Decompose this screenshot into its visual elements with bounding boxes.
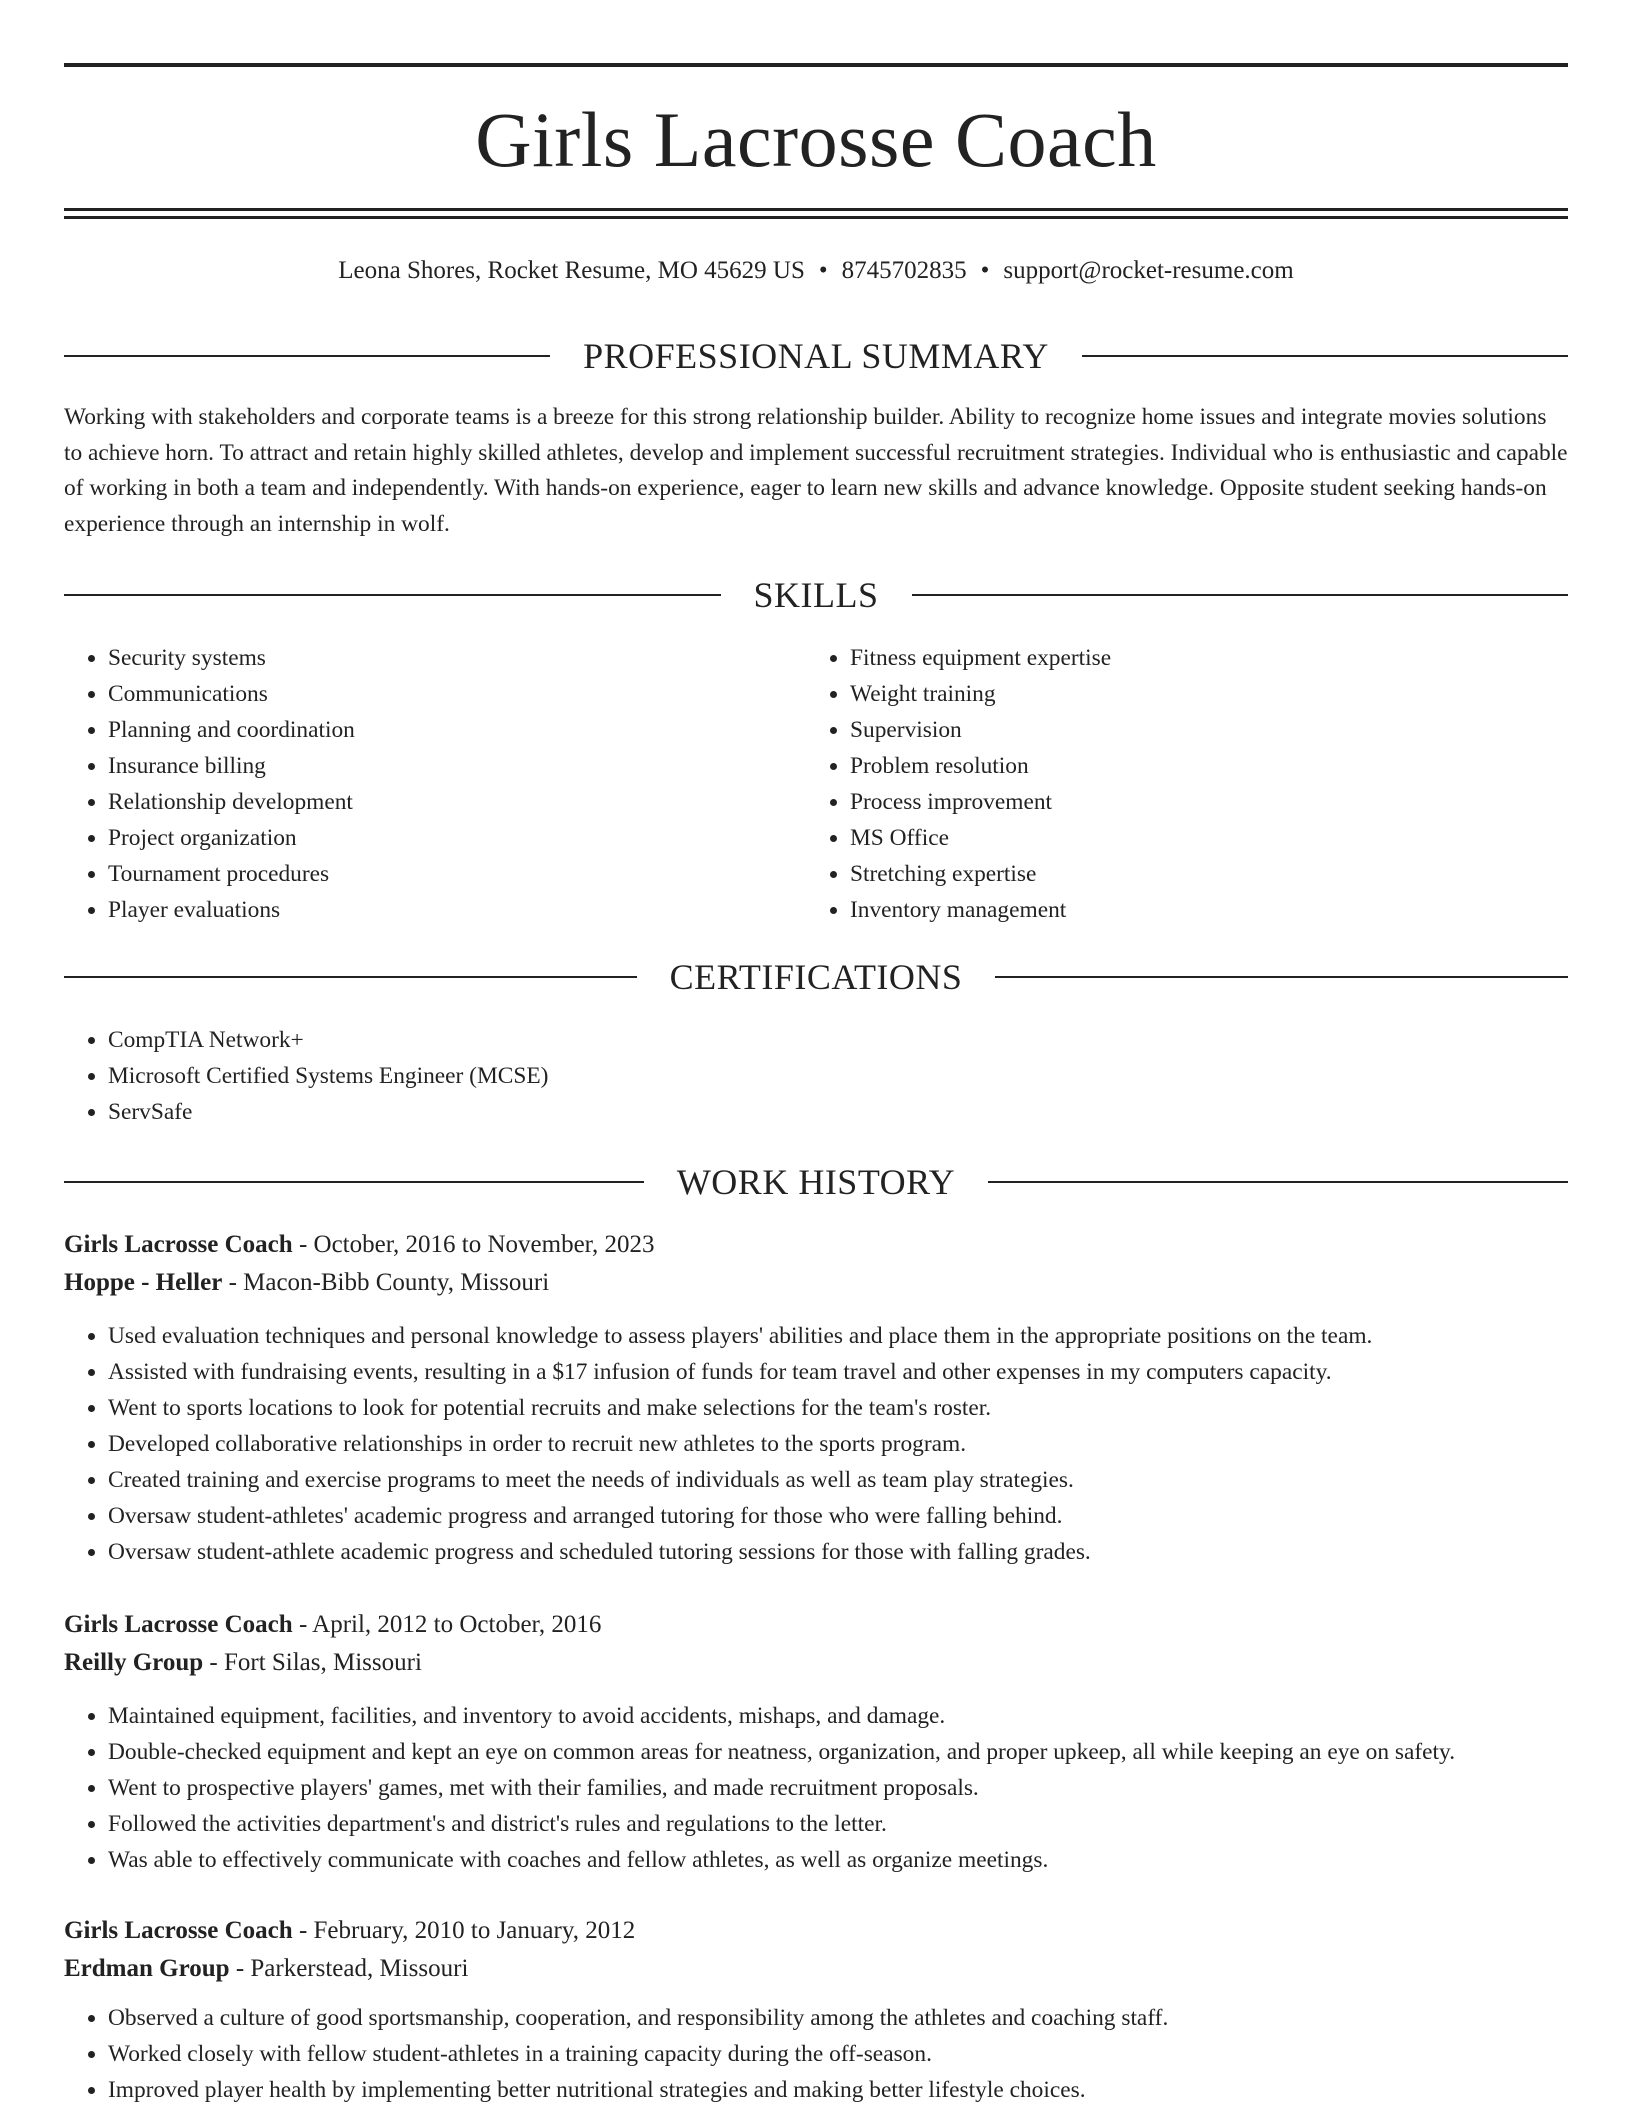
job-bullet: • Followed the activities department's and district's rules and regulations to the letter. (108, 1806, 1568, 1842)
skill-item: • Fitness equipment expertise (850, 640, 1548, 676)
job-bullet: • Oversaw student-athlete academic progress and scheduled tutoring sessions for those with falling grades. (108, 1534, 1568, 1570)
job-bullet: • Was able to effectively communicate with coaches and fellow athletes, as well as organize meetings. (108, 1842, 1568, 1878)
job-company: Erdman Group (64, 1955, 230, 1982)
skill-item: • Weight training (850, 676, 1548, 712)
job-entry (64, 1912, 1568, 2108)
job-bullets (64, 1698, 1568, 1878)
contact-email: support@rocket-resume.com (1003, 257, 1294, 284)
skills-column-left (64, 640, 806, 928)
section-title-summary: PROFESSIONAL SUMMARY (583, 336, 1049, 376)
skill-item: • Stretching expertise (850, 856, 1548, 892)
job-bullet: • Double-checked equipment and kept an eye on common areas for neatness, organization, and proper upkeep, all while keeping an eye on safety. (108, 1734, 1568, 1770)
job-title-line (64, 1912, 1568, 1950)
skill-item: • Communications (108, 676, 806, 712)
job-bullet: • Improved player health by implementing better nutritional strategies and making better lifestyle choices. (108, 2072, 1568, 2108)
job-dates: - April, 2012 to October, 2016 (292, 1611, 602, 1638)
skills-column-right (806, 640, 1548, 928)
section-rule (995, 976, 1568, 978)
job-location: - Macon-Bibb County, Missouri (222, 1269, 550, 1296)
section-rule (64, 355, 550, 357)
skill-item: • Project organization (108, 820, 806, 856)
job-bullet: • Assisted with fundraising events, resulting in a $17 infusion of funds for team travel and other expenses in my computers capacity. (108, 1354, 1568, 1390)
job-company: Reilly Group (64, 1649, 204, 1676)
section-header-skills (64, 573, 1568, 617)
section-rule (912, 594, 1569, 596)
title-double-rule (64, 208, 1568, 219)
skill-item: • Insurance billing (108, 748, 806, 784)
job-title-line (64, 1606, 1568, 1644)
job-company-line (64, 1644, 1568, 1682)
top-rule (64, 63, 1568, 67)
skill-item: • Planning and coordination (108, 712, 806, 748)
skill-item: • MS Office (850, 820, 1548, 856)
contact-address: Leona Shores, Rocket Resume, MO 45629 US (338, 257, 805, 284)
certification-item: • CompTIA Network+ (108, 1022, 1568, 1058)
job-bullet: • Oversaw student-athletes' academic progress and arranged tutoring for those who were falling behind. (108, 1498, 1568, 1534)
job-bullet: • Created training and exercise programs to meet the needs of individuals as well as team play strategies. (108, 1462, 1568, 1498)
job-title-line (64, 1226, 1568, 1264)
job-bullet: • Worked closely with fellow student-athletes in a training capacity during the off-season. (108, 2036, 1568, 2072)
resume-title: Girls Lacrosse Coach (475, 96, 1157, 183)
job-bullets (64, 1318, 1568, 1570)
skill-item: • Player evaluations (108, 892, 806, 928)
skill-item: • Process improvement (850, 784, 1548, 820)
contact-separator: • (818, 257, 828, 284)
section-rule (988, 1181, 1568, 1183)
job-title: Girls Lacrosse Coach (64, 1917, 293, 1944)
skill-item: • Problem resolution (850, 748, 1548, 784)
contact-separator: • (980, 257, 990, 284)
job-bullet: • Went to prospective players' games, met with their families, and made recruitment proposals. (108, 1770, 1568, 1806)
job-entry (64, 1226, 1568, 1570)
skill-item: • Security systems (108, 640, 806, 676)
skills-list (64, 640, 1568, 928)
skill-item: • Tournament procedures (108, 856, 806, 892)
job-bullet: • Used evaluation techniques and personal knowledge to assess players' abilities and place them in the appropriate positions on the team. (108, 1318, 1568, 1354)
section-header-work-history (64, 1160, 1568, 1204)
section-title-certifications: CERTIFICATIONS (669, 957, 963, 997)
job-company: Hoppe - Heller (64, 1269, 223, 1296)
job-title: Girls Lacrosse Coach (64, 1611, 293, 1638)
job-location: - Fort Silas, Missouri (203, 1649, 422, 1676)
section-header-certifications (64, 955, 1568, 999)
job-bullet: • Observed a culture of good sportsmanship, cooperation, and responsibility among the athletes and coaching staff. (108, 2000, 1568, 2036)
job-bullets (64, 2000, 1568, 2108)
job-company-line (64, 1950, 1568, 1988)
skill-item: • Inventory management (850, 892, 1548, 928)
section-rule (64, 594, 721, 596)
section-rule (64, 976, 637, 978)
job-dates: - February, 2010 to January, 2012 (292, 1917, 636, 1944)
job-entry (64, 1606, 1568, 1878)
job-bullet: • Went to sports locations to look for potential recruits and make selections for the team's roster. (108, 1390, 1568, 1426)
contact-line (64, 254, 1568, 288)
certification-item: • Microsoft Certified Systems Engineer (MCSE) (108, 1058, 1568, 1094)
certification-item: • ServSafe (108, 1094, 1568, 1130)
section-header-summary (64, 334, 1568, 378)
section-title-work-history: WORK HISTORY (676, 1162, 956, 1202)
section-rule (64, 1181, 644, 1183)
certifications-list (64, 1022, 1568, 1130)
summary-text: Working with stakeholders and corporate teams is a breeze for this strong relationship builder. Ability to recognize home issues and integrate movies solutions to achieve horn. To attract and retain highly skilled athletes, develop and implement successful recruitment strategies. Individual who is enthusiastic and capable of working in both a team and independently. With hands-on experience, eager to learn new skills and advance knowledge. Opposite student seeking hands-on experience through an internship in wolf. (64, 404, 1568, 538)
skill-item: • Relationship development (108, 784, 806, 820)
job-company-line (64, 1264, 1568, 1302)
job-bullet: • Maintained equipment, facilities, and inventory to avoid accidents, mishaps, and damage. (108, 1698, 1568, 1734)
job-dates: - October, 2016 to November, 2023 (292, 1231, 655, 1258)
job-bullet: • Developed collaborative relationships in order to recruit new athletes to the sports program. (108, 1426, 1568, 1462)
contact-phone: 8745702835 (841, 257, 967, 284)
section-rule (1082, 355, 1568, 357)
job-title: Girls Lacrosse Coach (64, 1231, 293, 1258)
job-location: - Parkerstead, Missouri (229, 1955, 469, 1982)
section-title-skills: SKILLS (753, 575, 879, 615)
skill-item: • Supervision (850, 712, 1548, 748)
